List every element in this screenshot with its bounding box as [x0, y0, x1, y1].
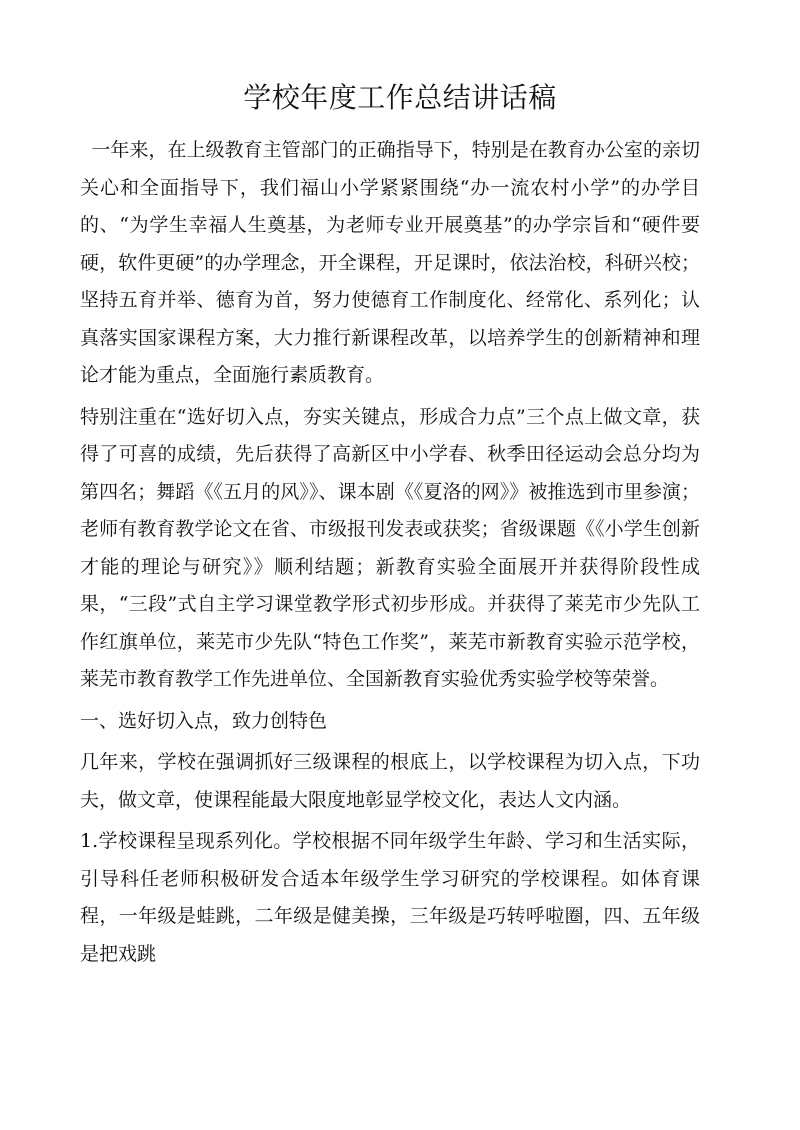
document-title: 学校年度工作总结讲话稿 — [243, 81, 557, 114]
paragraph-achievements: 特别注重在“选好切入点，夯实关键点，形成合力点”三个点上做文章，获得了可喜的成绩，先后获得了高新区中小学春、秋季田径运动会总分均为第四名；舞蹈《《五月的风》》、课本剧《《夏洛的网》》被推选到市里参演；老师有教育教学论文在省、市级报刊发表或获奖；省级课题《《小学生创新才能的理论与研究》》顺利结题；新教育实验全面展开并获得阶段性成果，“三段”式自主学习课堂教学形式初步形成。并获得了莱芜市少先队工作红旗单位，莱芜市少先队“特色工作奖”，莱芜市新教育实验示范学校，莱芜市教育教学工作先进单位、全国新教育实验优秀实验学校等荣誉。 — [80, 405, 700, 690]
section-heading-1: 一、选好切入点，致力创特色 — [80, 709, 328, 732]
document-body — [80, 132, 700, 973]
paragraph-section-1-intro: 几年来，学校在强调抓好三级课程的根底上，以学校课程为切入点，下功夫，做文章，使课程能最大限度地彰显学校文化，表达人文内涵。 — [80, 751, 700, 811]
paragraph-intro: 一年来，在上级教育主管部门的正确指导下，特别是在教育办公室的亲切关心和全面指导下，我们福山小学紧紧围绕“办一流农村小学”的办学目的、“为学生幸福人生奠基，为老师专业开展奠基”的办学宗旨和“硬件要硬，软件更硬”的办学理念，开全课程，开足课时，依法治校，科研兴校；坚持五育并举、德育为首，努力使德育工作制度化、经常化、系列化；认真落实国家课程方案，大力推行新课程改革，以培养学生的创新精神和理论才能为重点，全面施行素质教育。 — [80, 139, 700, 386]
paragraph-item-1: 1.学校课程呈现系列化。学校根据不同年级学生年龄、学习和生活实际，引导科任老师积极研发合适本年级学生学习研究的学校课程。如体育课程，一年级是蛙跳，二年级是健美操，三年级是巧转呼啦圈，四、五年级是把戏跳 — [80, 830, 700, 965]
